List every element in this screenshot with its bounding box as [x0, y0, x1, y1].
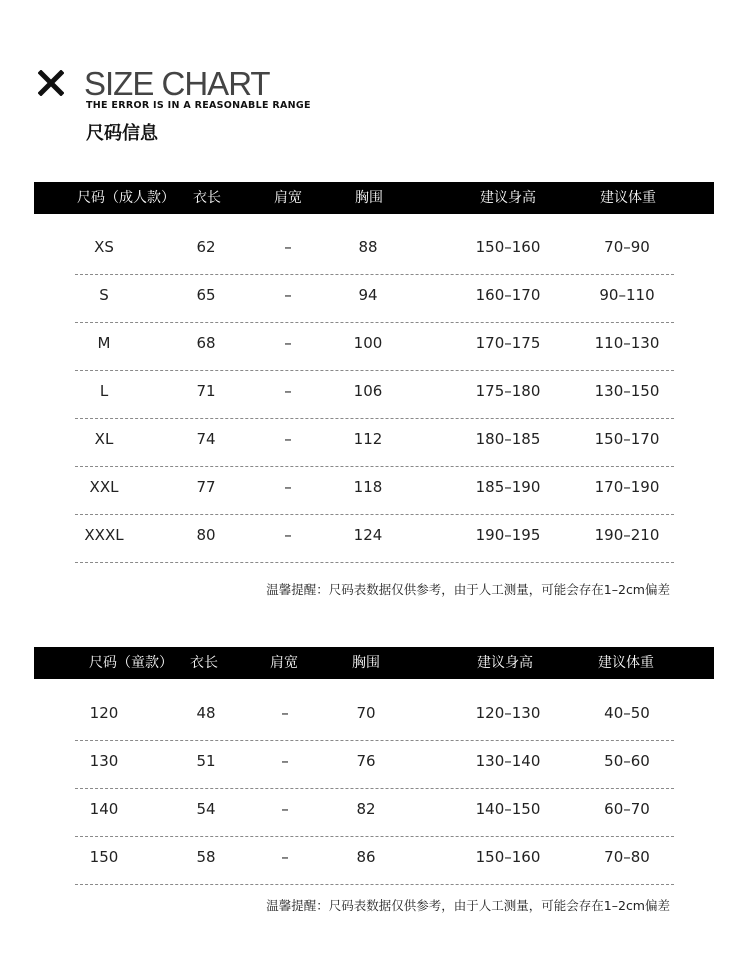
adult-table-row	[75, 514, 674, 563]
adult-table-row	[75, 466, 674, 515]
adult-cell: –	[284, 334, 292, 352]
adult-cell: 90–110	[599, 286, 655, 304]
close-x-icon	[38, 70, 64, 96]
adult-col-weight: 建议体重	[600, 190, 656, 206]
adult-cell: L	[99, 382, 109, 400]
adult-cell: S	[99, 286, 109, 304]
adult-cell: 100	[353, 334, 383, 352]
adult-cell: 170–175	[475, 334, 541, 352]
kids-table-row	[75, 692, 674, 741]
kids-cell: 50–60	[604, 752, 650, 770]
adult-cell: 170–190	[594, 478, 660, 496]
kids-table-row	[75, 836, 674, 885]
adult-cell: 124	[353, 526, 383, 544]
kids-cell: 70	[356, 704, 376, 722]
adult-cell: 71	[196, 382, 216, 400]
adult-cell: 190–210	[594, 526, 660, 544]
kids-col-weight: 建议体重	[598, 655, 654, 671]
kids-cell: –	[281, 752, 289, 770]
adult-cell: 74	[196, 430, 216, 448]
adult-cell: –	[284, 238, 292, 256]
adult-table-row	[75, 226, 674, 275]
adult-cell: XXXL	[84, 526, 124, 544]
kids-cell: 130–140	[475, 752, 541, 770]
adult-cell: 70–90	[604, 238, 650, 256]
adult-table-row	[75, 274, 674, 323]
kids-cell: 86	[356, 848, 376, 866]
kids-col-height: 建议身高	[477, 655, 533, 671]
adult-cell: 106	[353, 382, 383, 400]
adult-cell: M	[97, 334, 111, 352]
kids-cell: 150–160	[475, 848, 541, 866]
adult-cell: 185–190	[475, 478, 541, 496]
adult-cell: 150–160	[475, 238, 541, 256]
adult-table-row	[75, 370, 674, 419]
adult-cell: XS	[94, 238, 114, 256]
adult-cell: 130–150	[594, 382, 660, 400]
adult-cell: –	[284, 430, 292, 448]
adult-col-chest: 胸围	[355, 190, 383, 206]
adult-cell: 110–130	[594, 334, 660, 352]
kids-cell: 58	[196, 848, 216, 866]
adult-cell: –	[284, 286, 292, 304]
kids-col-size: 尺码（童款）	[89, 655, 173, 671]
adult-cell: 180–185	[475, 430, 541, 448]
adult-cell: 94	[358, 286, 378, 304]
kids-cell: 54	[196, 800, 216, 818]
adult-cell: 65	[196, 286, 216, 304]
adult-cell: 112	[353, 430, 383, 448]
adult-cell: 175–180	[475, 382, 541, 400]
page-title-cn: 尺码信息	[86, 123, 158, 144]
kids-table-header	[34, 647, 714, 679]
adult-cell: 190–195	[475, 526, 541, 544]
adult-table-row	[75, 322, 674, 371]
adult-table-note: 温馨提醒：尺码表数据仅供参考，由于人工测量，可能会存在1–2cm偏差	[266, 582, 670, 597]
kids-cell: 76	[356, 752, 376, 770]
kids-col-shoulder: 肩宽	[270, 655, 298, 671]
kids-table-row	[75, 788, 674, 837]
adult-cell: –	[284, 526, 292, 544]
kids-table-row	[75, 740, 674, 789]
adult-cell: 62	[196, 238, 216, 256]
adult-cell: –	[284, 382, 292, 400]
kids-col-length: 衣长	[190, 655, 218, 671]
adult-cell: –	[284, 478, 292, 496]
adult-cell: XL	[94, 430, 114, 448]
adult-table-header	[34, 182, 714, 214]
kids-cell: 150	[89, 848, 119, 866]
adult-cell: 68	[196, 334, 216, 352]
adult-col-length: 衣长	[193, 190, 221, 206]
kids-cell: 70–80	[604, 848, 650, 866]
kids-cell: 60–70	[604, 800, 650, 818]
adult-cell: XXL	[89, 478, 119, 496]
kids-cell: 48	[196, 704, 216, 722]
kids-cell: 120–130	[475, 704, 541, 722]
adult-cell: 88	[358, 238, 378, 256]
adult-cell: 77	[196, 478, 216, 496]
adult-table-row	[75, 418, 674, 467]
adult-cell: 150–170	[594, 430, 660, 448]
kids-cell: 82	[356, 800, 376, 818]
kids-cell: 140–150	[475, 800, 541, 818]
kids-table-note: 温馨提醒：尺码表数据仅供参考，由于人工测量，可能会存在1–2cm偏差	[266, 898, 670, 913]
kids-col-chest: 胸围	[352, 655, 380, 671]
kids-cell: –	[281, 704, 289, 722]
kids-cell: 120	[89, 704, 119, 722]
kids-cell: –	[281, 848, 289, 866]
adult-cell: 80	[196, 526, 216, 544]
kids-cell: 40–50	[604, 704, 650, 722]
adult-cell: 118	[353, 478, 383, 496]
page-subtitle: THE ERROR IS IN A REASONABLE RANGE	[86, 100, 311, 111]
kids-cell: –	[281, 800, 289, 818]
adult-col-height: 建议身高	[480, 190, 536, 206]
kids-cell: 130	[89, 752, 119, 770]
adult-cell: 160–170	[475, 286, 541, 304]
kids-cell: 140	[89, 800, 119, 818]
adult-col-shoulder: 肩宽	[274, 190, 302, 206]
page-title: SIZE CHART	[84, 65, 270, 102]
kids-cell: 51	[196, 752, 216, 770]
adult-col-size: 尺码（成人款）	[77, 190, 175, 206]
